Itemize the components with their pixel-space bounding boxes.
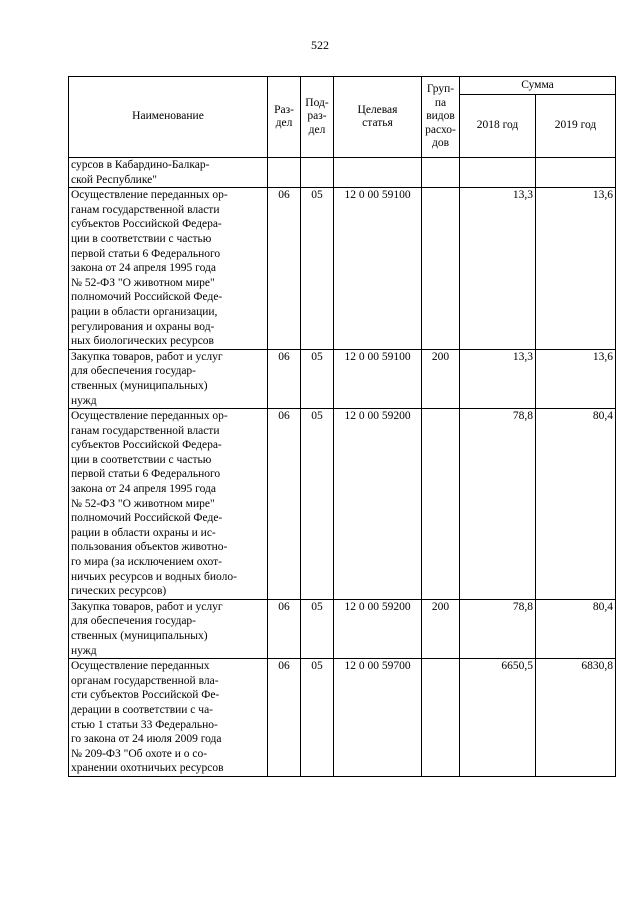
row-podrazdel: 05 (301, 659, 334, 777)
row-name-line: Осуществление переданных ор- (71, 410, 228, 423)
row-name (69, 659, 268, 777)
budget-table (68, 76, 616, 777)
row-name-line: ственных (муниципальных) (71, 630, 208, 642)
row-name-line: сурсов в Кабардино-Балкар- (71, 159, 210, 171)
row-name-line: хранении охотничьих ресурсов (71, 762, 224, 775)
row-expense-group (422, 409, 460, 600)
row-sum-2019: 6830,8 (536, 659, 616, 777)
row-razdel: 06 (268, 409, 301, 600)
row-name-line: Осуществление переданных ор- (71, 189, 228, 202)
row-name-line: № 52-ФЗ "О животном мире" (71, 497, 215, 510)
table-row (69, 599, 616, 658)
row-target-article: 12 0 00 59200 (334, 599, 422, 658)
row-podrazdel: 05 (301, 599, 334, 658)
row-sum-2019: 13,6 (536, 188, 616, 350)
row-podrazdel (301, 158, 334, 188)
table-row (69, 409, 616, 600)
row-sum-2018: 13,3 (460, 188, 536, 350)
row-name-line: сти субъектов Российской Фе- (71, 689, 220, 702)
header-name: Наименование (69, 77, 268, 158)
row-name-line: субъектов Российской Федера- (71, 218, 222, 231)
row-name-line: № 52-ФЗ "О животном мире" (71, 276, 215, 289)
header-expense-group: Груп- па видов расхо- дов (422, 77, 460, 158)
row-name-line: ственных (муниципальных) (71, 379, 208, 392)
row-podrazdel: 05 (301, 349, 334, 408)
row-name-line: полномочий Российской Феде- (71, 512, 223, 525)
row-name-line: ных биологических ресурсов (71, 335, 214, 348)
row-name-line: органам государственной вла- (71, 674, 219, 687)
row-sum-2019: 80,4 (536, 409, 616, 600)
row-target-article: 12 0 00 59100 (334, 188, 422, 350)
row-name-line: пользования объектов животно- (71, 541, 228, 554)
row-target-article (334, 158, 422, 188)
row-sum-2018: 13,3 (460, 349, 536, 408)
row-name-line: ганам государственной власти (71, 424, 220, 437)
row-name-line: гических ресурсов) (71, 585, 167, 598)
row-name (69, 188, 268, 350)
row-sum-2018: 78,8 (460, 409, 536, 600)
row-name-line: ганам государственной власти (71, 203, 220, 216)
header-year-2018: 2018 год (460, 95, 536, 158)
table-row (69, 659, 616, 777)
header-sum: Сумма (460, 77, 616, 95)
row-podrazdel: 05 (301, 409, 334, 600)
row-razdel: 06 (268, 659, 301, 777)
row-expense-group: 200 (422, 349, 460, 408)
row-name-line: регулирования и охраны вод- (71, 320, 215, 333)
row-name-line: субъектов Российской Федера- (71, 439, 222, 452)
row-name (69, 158, 268, 188)
row-name-line: Закупка товаров, работ и услуг (71, 350, 223, 363)
row-name-line: нужд (71, 644, 97, 657)
header-podrazdel: Под- раз- дел (301, 77, 334, 158)
row-name-line: ской Республике" (71, 173, 157, 186)
row-name-line: ничьих ресурсов и водных биоло- (71, 570, 237, 583)
row-name-line: рации в области охраны и ис- (71, 526, 216, 539)
header-year-2019: 2019 год (536, 95, 616, 158)
row-name-line: ции в соответствии с частью (71, 232, 212, 245)
row-sum-2019: 13,6 (536, 349, 616, 408)
row-razdel: 06 (268, 599, 301, 658)
page-number: 522 (311, 38, 329, 52)
table-row (69, 158, 616, 188)
row-name-line: первой статьи 6 Федерального (71, 247, 221, 260)
row-expense-group (422, 188, 460, 350)
row-sum-2018: 78,8 (460, 599, 536, 658)
row-expense-group: 200 (422, 599, 460, 658)
row-name-line: закона от 24 апреля 1995 года (71, 483, 216, 496)
row-name (69, 599, 268, 658)
row-name-line: го закона от 24 июля 2009 года (71, 733, 222, 746)
row-target-article: 12 0 00 59200 (334, 409, 422, 600)
row-name-line: № 209-ФЗ "Об охоте и о со- (71, 747, 208, 760)
table-row (69, 188, 616, 350)
row-name-line: полномочий Российской Феде- (71, 291, 223, 304)
row-name-line: стью 1 статьи 33 Федерально- (71, 718, 218, 731)
row-name-line: ции в соответствии с частью (71, 453, 212, 466)
row-name-line: первой статьи 6 Федерального (71, 468, 221, 481)
table-body (69, 158, 616, 777)
row-name-line: го мира (за исключением охот- (71, 556, 222, 569)
header-razdel: Раз- дел (268, 77, 301, 158)
row-podrazdel: 05 (301, 188, 334, 350)
row-razdel: 06 (268, 188, 301, 350)
row-razdel: 06 (268, 349, 301, 408)
row-sum-2019 (536, 158, 616, 188)
row-name (69, 349, 268, 408)
row-expense-group (422, 158, 460, 188)
row-name-line: рации в области организации, (71, 305, 218, 318)
table-row (69, 349, 616, 408)
row-name-line: нужд (71, 394, 97, 407)
row-name-line: Закупка товаров, работ и услуг (71, 600, 223, 613)
row-name-line: для обеспечения государ- (71, 365, 197, 378)
row-name-line: закона от 24 апреля 1995 года (71, 262, 216, 275)
table-header (69, 77, 616, 158)
row-sum-2018: 6650,5 (460, 659, 536, 777)
row-expense-group (422, 659, 460, 777)
row-sum-2019: 80,4 (536, 599, 616, 658)
row-target-article: 12 0 00 59700 (334, 659, 422, 777)
row-name-line: Осуществление переданных (71, 660, 210, 673)
row-name-line: дерации в соответствии с ча- (71, 703, 214, 716)
row-name (69, 409, 268, 600)
header-target-article: Целевая статья (334, 77, 422, 158)
row-name-line: для обеспечения государ- (71, 615, 197, 628)
row-sum-2018 (460, 158, 536, 188)
row-razdel (268, 158, 301, 188)
row-target-article: 12 0 00 59100 (334, 349, 422, 408)
